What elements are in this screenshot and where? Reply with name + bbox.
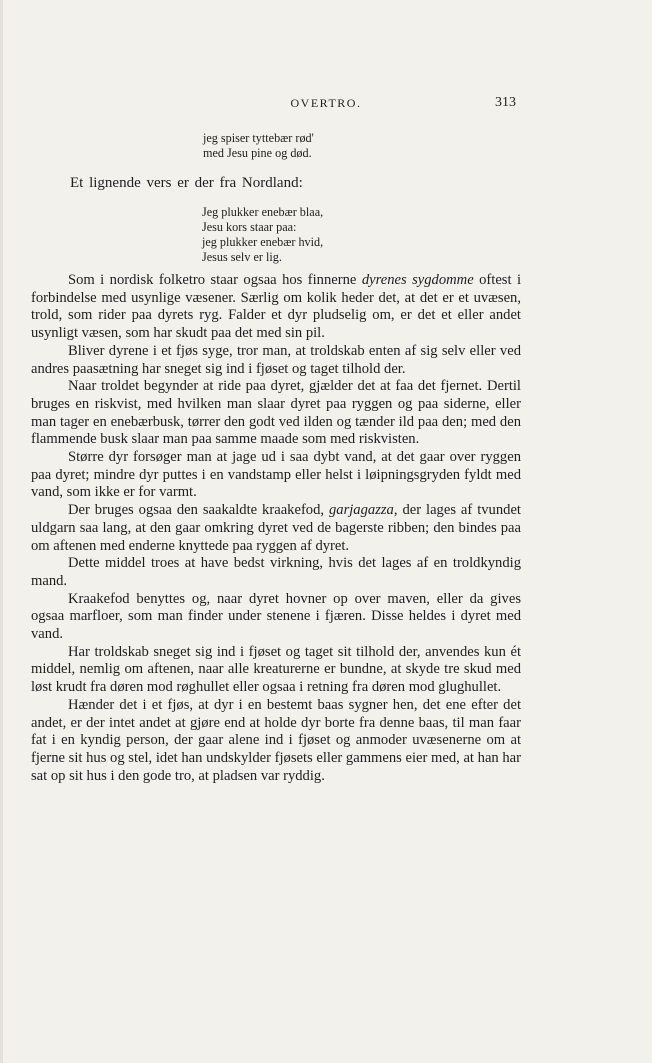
verse-block-2 [202, 205, 323, 265]
paragraph: Som i nordisk folketro staar ogsaa hos finnerne dyrenes sygdomme oftest i forbindelse med usynlige væsener. Særlig om kolik heder det, at det er et uvæsen, trold, som rider paa dyrets ryg. Falder et dyr pludselig om, er det et eller andet usynligt væsen, som har skudt paa det med sin pil. [31, 272, 521, 342]
paragraph: Dette middel troes at have bedst virkning, hvis det lages af en troldkyndig mand. [31, 555, 521, 589]
verse-line: jeg spiser tyttebær rød' [203, 131, 314, 145]
body-text [31, 272, 521, 785]
paragraph: Hænder det i et fjøs, at dyr i en bestemt baas sygner hen, det ene efter det andet, er der intet andet at gjøre end at holde dyr borte fra denne baas, til man faar fat i en kyndig person, der gaar alene ind i fjøset og anmoder uvæsenerne om at fjerne sit hus og stel, idet han undskylder fjøsets eller gammens eier med, at han har sat op sit hus i den gode tro, at pladsen var ryddig. [31, 696, 521, 784]
intro-line: Et lignende vers er der fra Nordland: [70, 175, 303, 191]
verse-line: Jesus selv er lig. [202, 250, 282, 264]
verse-line: Jesu kors staar paa: [202, 220, 297, 234]
paragraph: Kraakefod benyttes og, naar dyret hovner op over maven, eller da gives ogsaa marfloer, som man finder under stenene i fjæren. Disse heldes i dyret med vand. [31, 590, 521, 643]
paragraph: Har troldskab sneget sig ind i fjøset og taget sit tilhold der, anvendes kun ét middel, nemlig om aftenen, naar alle kreaturerne er bundne, at skyde tre skud med løst krudt fra døren mod røghullet eller ogsaa i retning fra døren mod glughullet. [31, 643, 521, 696]
verse-line: jeg plukker enebær hvid, [202, 235, 324, 249]
paragraph: Større dyr forsøger man at jage ud i saa dybt vand, at det gaar over ryggen paa dyret; mindre dyr puttes i en vandstamp eller helst i løipningsgryden fyldt med vand, som ikke er for varmt. [31, 449, 521, 501]
italic-term: garjagazza [328, 502, 394, 519]
paragraph: Naar troldet begynder at ride paa dyret, gjælder det at faa det fjernet. Dertil bruges en riskvist, med hvilken man slaar dyret paa ryggen og paa siderne, eller man tager en enebærbusk, tørrer den godt ved ilden og tænder ild paa den; med den flammende busk slaar man paa samme maade som med riskvisten. [31, 378, 521, 448]
paragraph: Der bruges ogsaa den saakaldte kraakefod, garjagazza, der lages af tvundet uldgarn saa lang, at den gaar omkring dyret ved de bagerste ribben; den bindes paa om aftenen med enderne knyttede paa ryggen af dyret. [31, 502, 521, 554]
page-number: 313 [495, 95, 516, 110]
verse-block-1 [203, 131, 314, 161]
verse-line: med Jesu pine og død. [203, 146, 312, 160]
verse-line: Jeg plukker enebær blaa, [202, 205, 324, 219]
header-title: OVERTRO. [290, 96, 362, 110]
page-edge [0, 0, 3, 1063]
paragraph: Bliver dyrene i et fjøs syge, tror man, at troldskab enten af sig selv eller ved andres paasætning har sneget sig ind i fjøset og taget tilhold der. [31, 342, 521, 377]
italic-term: dyrenes sygdomme [361, 272, 474, 288]
running-header [0, 96, 652, 111]
